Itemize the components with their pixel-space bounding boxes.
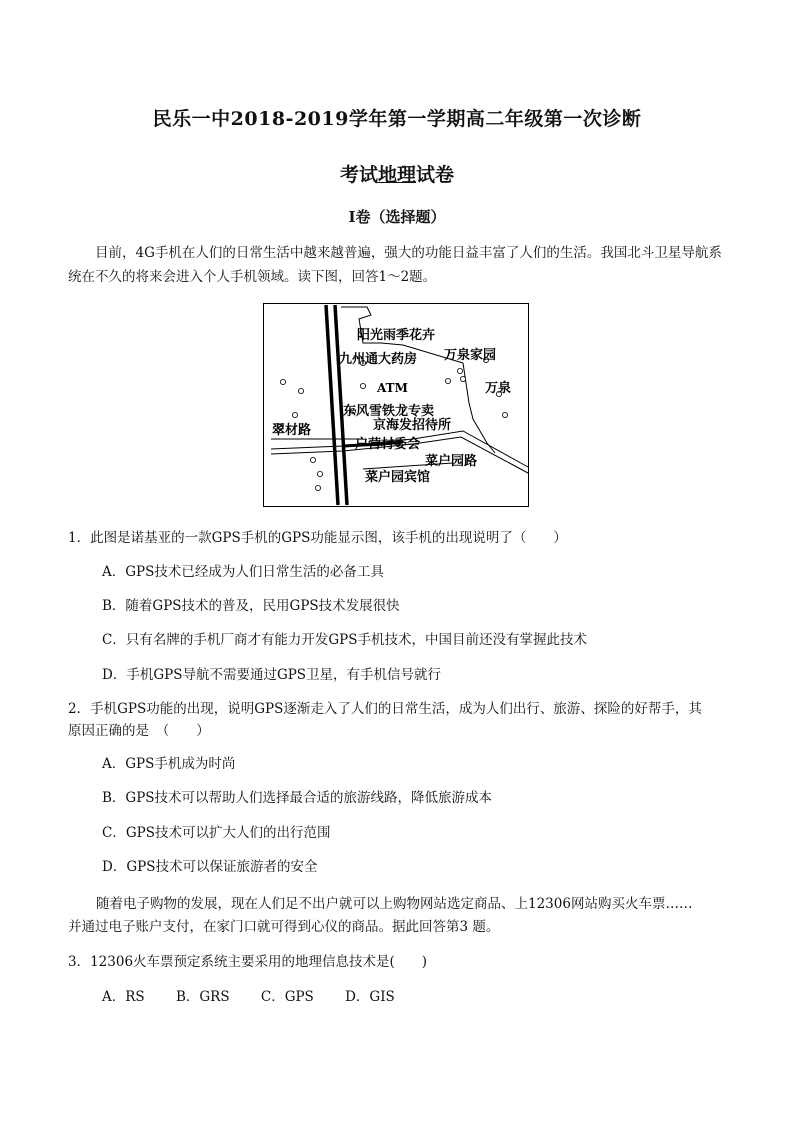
map-label-yangguang: 阳光雨季花卉 [357, 328, 436, 343]
poi-marker [457, 368, 462, 373]
map-label-caihu-hotel: 菜户园宾馆 [365, 470, 431, 485]
q3-options: A．RS B．GRS C．GPS D．GIS [102, 989, 395, 1005]
subtitle-subject: 地理 [377, 164, 416, 186]
page-title: 民乐一中2018-2019学年第一学期高二年级第一次诊断 [152, 108, 642, 130]
poi-marker [315, 485, 320, 490]
map-label-wanquan: 万泉 [485, 381, 512, 396]
map-label-caihu-road: 菜户园路 [425, 454, 478, 469]
question-2-stem-line2: 原因正确的是 （ ） [68, 723, 210, 739]
poi-marker [460, 376, 465, 381]
question-2-stem-line1: 2．手机GPS功能的出现，说明GPS逐渐走入了人们的日常生活，成为人们出行、旅游、探险的好帮手，其 [68, 701, 702, 717]
map-label-dongfeng: 东风雪铁龙专卖 [343, 404, 435, 419]
question-1-stem: 1．此图是诺基亚的一款GPS手机的GPS功能显示图，该手机的出现说明了（ ） [68, 530, 567, 546]
page-subtitle [0, 160, 794, 187]
poi-marker [317, 471, 322, 476]
map-label-atm: ATM [377, 381, 408, 395]
q2-option-d: D．GPS技术可以保证旅游者的安全 [102, 859, 318, 875]
q2-option-a: A．GPS手机成为时尚 [102, 756, 236, 772]
q1-option-c: C．只有名牌的手机厂商才有能力开发GPS手机技术，中国目前还没有掌握此技术 [102, 632, 587, 648]
map-label-wanquan-jiayuan: 万泉家园 [444, 348, 497, 363]
q2-option-b: B．GPS技术可以帮助人们选择最合适的旅游线路，降低旅游成本 [102, 790, 493, 806]
map-label-jinghai: 京海发招待所 [373, 418, 452, 433]
intro2-line1: 随着电子购物的发展，现在人们足不出户就可以上购物网站选定商品、上12306网站购买火车票…… [96, 896, 693, 912]
gps-map-figure [263, 303, 529, 507]
poi-marker [502, 412, 507, 417]
map-label-cuiwei: 翠材路 [272, 423, 312, 438]
poi-marker [292, 412, 297, 417]
q1-option-a: A．GPS技术已经成为人们日常生活的必备工具 [102, 564, 384, 580]
map-label-hucun: 户营村委会 [355, 437, 421, 452]
poi-marker [445, 378, 450, 383]
section-heading: I卷（选择题） [348, 208, 446, 226]
intro-paragraph: 目前，4G手机在人们的日常生活中越来越普遍，强大的功能日益丰富了人们的生活。我国北斗卫星导航系统在不久的将来会进入个人手机领域。读下图，回答1～2题。 [68, 245, 722, 285]
poi-marker [298, 388, 303, 393]
q1-option-b: B．随着GPS技术的普及，民用GPS技术发展很快 [102, 598, 400, 614]
poi-marker [280, 379, 285, 384]
question-3-stem: 3．12306火车票预定系统主要采用的地理信息技术是( ) [68, 954, 428, 970]
map-label-jiuzhou: 九州通大药房 [339, 352, 418, 367]
q1-option-d: D．手机GPS导航不需要通过GPS卫星，有手机信号就行 [102, 667, 442, 683]
subtitle-part: 试卷 [416, 164, 455, 186]
q2-option-c: C．GPS技术可以扩大人们的出行范围 [102, 825, 331, 841]
intro2-line2: 并通过电子账户支付，在家门口就可得到心仪的商品。据此回答第3 题。 [68, 919, 500, 935]
poi-marker [310, 457, 315, 462]
poi-marker [360, 383, 365, 388]
subtitle-part: 考试 [339, 164, 378, 186]
